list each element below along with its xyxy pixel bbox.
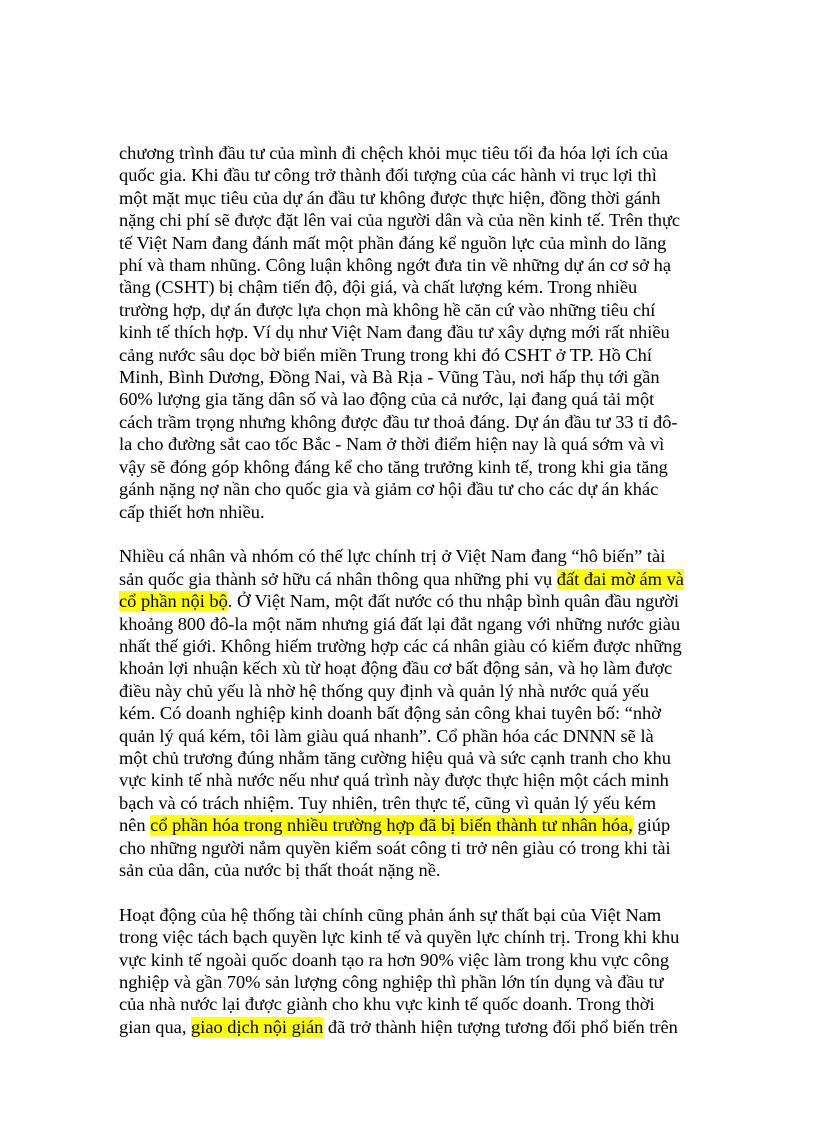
text-segment: sản của dân, của nước bị thất thoát nặng nề. [119, 859, 441, 880]
text-line [119, 142, 699, 164]
text-line [119, 254, 699, 276]
text-segment: chương trình đầu tư của mình đi chệch khỏi mục tiêu tối đa hóa lợi ích của [119, 143, 669, 163]
text-segment: quản lý quá kém, tôi làm giàu quá nhanh”. Cổ phần hóa các DNNN sẽ là [119, 725, 654, 746]
highlighted-text: cổ phần hóa trong nhiều trường hợp đã bị biến thành tư nhân hóa, [150, 815, 633, 836]
text-segment: cách trầm trọng nhưng không được đầu tư thoả đáng. Dự án đầu tư 33 tỉ đô- [119, 411, 678, 432]
text-segment: nhất thế giới. Không hiếm trường hợp các cá nhân giàu có kiếm được những [119, 635, 682, 656]
text-line [119, 411, 699, 433]
text-segment: Hoạt động của hệ thống tài chính cũng phản ánh sự thất bại của Việt Nam [119, 904, 662, 925]
text-line [119, 971, 699, 993]
text-line [119, 299, 699, 321]
highlighted-text: giao dịch nội gián [191, 1016, 324, 1037]
text-line [119, 209, 699, 231]
paragraph [119, 142, 699, 523]
text-line [119, 1016, 699, 1038]
text-segment: vậy sẽ đóng góp không đáng kể cho tăng trưởng kinh tế, trong khi gia tăng [119, 456, 668, 477]
text-segment: trường hợp, dự án được lựa chọn mà không hề căn cứ vào những tiêu chí [119, 299, 656, 320]
text-segment: cho những người nắm quyền kiểm soát công ti trở nên giàu có trong khi tài [119, 837, 671, 858]
text-segment: đã trở thành hiện tượng tương đối phổ biến trên [323, 1016, 678, 1037]
text-line [119, 814, 699, 836]
text-line [119, 187, 699, 209]
paragraph [119, 904, 699, 1038]
highlighted-text: cổ phần nội bộ [119, 591, 228, 612]
text-segment: tầng (CSHT) bị chậm tiến độ, đội giá, và chất lượng kém. Trong nhiều [119, 277, 638, 298]
text-line [119, 926, 699, 948]
text-line [119, 501, 699, 523]
text-line [119, 702, 699, 724]
text-line [119, 769, 699, 791]
text-line [119, 792, 699, 814]
text-segment: la cho đường sắt cao tốc Bắc - Nam ở thời điểm hiện nay là quá sớm và vì [119, 434, 665, 455]
text-segment: tế Việt Nam đang đánh mất một phần đáng kể nguồn lực của mình do lãng [119, 232, 667, 253]
text-segment: sản quốc gia thành sở hữu cá nhân thông qua những phi vụ [119, 568, 557, 589]
text-line [119, 433, 699, 455]
text-segment: một chủ trương đúng nhằm tăng cường hiệu quả và sức cạnh tranh cho khu [119, 747, 671, 768]
text-line [119, 321, 699, 343]
document-page [119, 142, 699, 1061]
text-line [119, 545, 699, 567]
text-segment: khoảng 800 đô-la một năm nhưng giá đất lại đắt ngang với những nước giàu [119, 613, 681, 634]
text-segment: nặng chi phí sẽ được đặt lên vai của người dân và của nền kinh tế. Trên thực [119, 210, 681, 231]
text-line [119, 657, 699, 679]
text-line [119, 635, 699, 657]
text-segment: kinh tế thích hợp. Ví dụ như Việt Nam đang đầu tư xây dựng mới rất nhiều [119, 322, 670, 343]
text-line [119, 232, 699, 254]
text-segment: nghiệp và gần 70% sản lượng công nghiệp thì phần lớn tín dụng và đầu tư [119, 972, 664, 992]
text-segment: vực kinh tế nhà nước nếu như quá trình này được thực hiện một cách minh [119, 770, 669, 791]
text-line [119, 837, 699, 859]
text-line [119, 344, 699, 366]
text-segment: điều này chủ yếu là nhờ hệ thống quy định và quản lý nhà nước quá yếu [119, 680, 649, 701]
text-line [119, 949, 699, 971]
text-line [119, 904, 699, 926]
text-line [119, 456, 699, 478]
text-line [119, 366, 699, 388]
text-line [119, 859, 699, 881]
text-segment: . Ở Việt Nam, một đất nước có thu nhập bình quân đầu người [227, 591, 679, 612]
text-segment: trong việc tách bạch quyền lực kinh tế và quyền lực chính trị. Trong khi khu [119, 927, 680, 948]
text-segment: phí và tham nhũng. Công luận không ngớt đưa tin về những dự án cơ sở hạ [119, 255, 671, 276]
highlighted-text: đất đai mờ ám và [556, 568, 684, 589]
text-segment: cảng nước sâu dọc bờ biển miền Trung trong khi đó CSHT ở TP. Hồ Chí [119, 344, 652, 365]
text-line [119, 993, 699, 1015]
text-line [119, 568, 699, 590]
document-body [119, 142, 699, 1038]
text-segment: vực kinh tế ngoài quốc doanh tạo ra hơn 90% việc làm trong khu vực công [119, 949, 670, 970]
text-segment: nên [119, 815, 151, 836]
text-line [119, 725, 699, 747]
text-line [119, 478, 699, 500]
text-segment: cấp thiết hơn nhiều. [119, 501, 265, 522]
text-line [119, 680, 699, 702]
text-line [119, 747, 699, 769]
text-segment: gánh nặng nợ nần cho quốc gia và giảm cơ hội đầu tư cho các dự án khác [119, 479, 659, 500]
text-line [119, 276, 699, 298]
text-segment: kém. Có doanh nghiệp kinh doanh bất động sản công khai tuyên bố: “nhờ [119, 703, 661, 724]
text-segment: khoản lợi nhuận kếch xù từ hoạt động đầu cơ bất động sản, và họ làm được [119, 658, 673, 679]
text-segment: quốc gia. Khi đầu tư công trở thành đối tượng của các hành vi trục lợi thì [119, 165, 657, 186]
text-segment: Minh, Bình Dương, Đồng Nai, và Bà Rịa - Vũng Tàu, nơi hấp thụ tới gần [119, 367, 660, 388]
text-line [119, 613, 699, 635]
text-line [119, 388, 699, 410]
text-segment: bạch và có trách nhiệm. Tuy nhiên, trên thực tế, cũng vì quản lý yếu kém [119, 792, 657, 813]
text-segment: 60% lượng gia tăng dân số và lao động của cả nước, lại đang quá tải một [119, 389, 655, 410]
text-segment: một mặt mục tiêu của dự án đầu tư không được thực hiện, đồng thời gánh [119, 187, 661, 208]
paragraph [119, 545, 699, 881]
text-segment: giúp [632, 815, 671, 836]
text-segment: gian qua, [119, 1016, 192, 1037]
text-segment: của nhà nước lại được giành cho khu vực kinh tế quốc doanh. Trong thời [119, 994, 655, 1015]
text-line [119, 164, 699, 186]
text-line [119, 590, 699, 612]
text-segment: Nhiều cá nhân và nhóm có thế lực chính trị ở Việt Nam đang “hô biến” tài [119, 546, 666, 567]
